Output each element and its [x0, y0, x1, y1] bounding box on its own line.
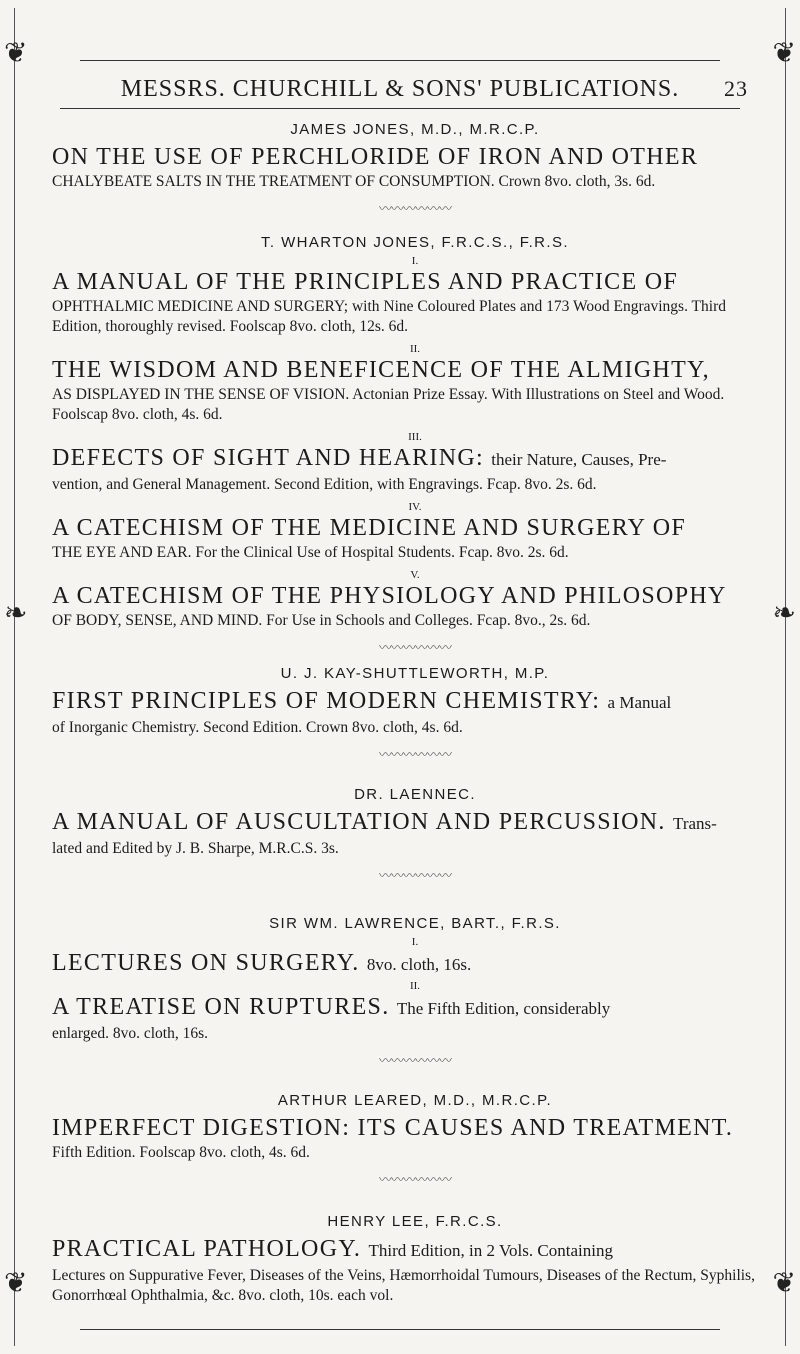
author-section	[52, 121, 778, 216]
book-title: DEFECTS OF SIGHT AND HEARING:	[52, 445, 484, 471]
side-ornament-icon: ❧	[4, 598, 28, 629]
bottom-rule	[80, 1329, 720, 1330]
top-rule	[80, 60, 720, 61]
book-title: FIRST PRINCIPLES OF MODERN CHEMISTRY:	[52, 688, 601, 714]
author-section	[52, 234, 778, 655]
side-ornament-icon: ❧	[772, 598, 796, 629]
author-section	[52, 1092, 778, 1187]
book-title: A MANUAL OF THE PRINCIPLES AND PRACTICE OF	[52, 269, 679, 295]
book-title-suffix: their Nature, Causes, Pre-	[491, 450, 667, 469]
book-title-line	[52, 1234, 778, 1266]
book-description: Lectures on Suppurative Fever, Diseases of the Veins, Hæmorrhoidal Tumours, Diseases of the Rectum, Syphilis, Gonorrhœal Ophthalmia, &c. 8vo. cloth, 10s. each vol.	[52, 1267, 755, 1304]
book-description: AS DISPLAYED IN THE SENSE OF VISION. Actonian Prize Essay. With Illustrations on Steel and Wood. Foolscap 8vo. cloth, 4s. 6d.	[52, 386, 725, 423]
author-name: T. WHARTON JONES, F.R.C.S., F.R.S.	[261, 234, 569, 251]
book-title-suffix: Trans-	[673, 814, 717, 833]
author-section	[52, 786, 778, 883]
author-section	[52, 1213, 778, 1306]
book-title-line	[52, 807, 778, 839]
book-description: OPHTHALMIC MEDICINE AND SURGERY; with Nine Coloured Plates and 173 Wood Engravings. Third Edition, thoroughly revised. Foolscap 8vo. cloth, 12s. 6d.	[52, 298, 726, 335]
corner-ornament-icon: ❦	[772, 38, 796, 69]
book-numeral: III.	[408, 431, 422, 443]
corner-ornament-icon: ❦	[4, 38, 28, 69]
author-name: DR. LAENNEC.	[354, 786, 476, 803]
book-numeral: II.	[409, 343, 421, 355]
left-border-rule	[14, 8, 15, 1346]
publication-list	[52, 115, 778, 1312]
wavy-separator: 〰〰〰〰〰〰	[378, 868, 451, 883]
book-numeral: I.	[411, 936, 419, 948]
author-name: ARTHUR LEARED, M.D., M.R.C.P.	[277, 1092, 553, 1109]
book-title-suffix: Third Edition, in 2 Vols. Containing	[368, 1241, 613, 1260]
right-border-rule	[785, 8, 786, 1346]
book-title-line	[52, 267, 778, 297]
book-title-line	[52, 948, 778, 980]
book-description: lated and Edited by J. B. Sharpe, M.R.C.S. 3s.	[52, 840, 339, 857]
author-name: SIR WM. LAWRENCE, BART., F.R.S.	[269, 915, 561, 932]
wavy-separator: 〰〰〰〰〰〰	[378, 1172, 451, 1187]
book-title-line	[52, 686, 778, 718]
book-title: THE WISDOM AND BENEFICENCE OF THE ALMIGHTY,	[52, 357, 710, 383]
wavy-separator: 〰〰〰〰〰〰	[378, 747, 451, 762]
book-title-line	[52, 355, 778, 385]
wavy-separator: 〰〰〰〰〰〰	[378, 640, 451, 655]
book-title-line	[52, 1113, 778, 1143]
author-name: U. J. KAY-SHUTTLEWORTH, M.P.	[280, 665, 550, 682]
book-numeral: I.	[411, 255, 419, 267]
page-number: 23	[724, 76, 748, 101]
book-description: OF BODY, SENSE, AND MIND. For Use in Schools and Colleges. Fcap. 8vo., 2s. 6d.	[52, 612, 591, 629]
book-title-line	[52, 992, 778, 1024]
author-name: JAMES JONES, M.D., M.R.C.P.	[290, 121, 540, 138]
header-rule	[60, 108, 740, 109]
book-title: ON THE USE OF PERCHLORIDE OF IRON AND OTHER	[52, 144, 699, 170]
book-description: of Inorganic Chemistry. Second Edition. Crown 8vo. cloth, 4s. 6d.	[52, 719, 463, 736]
book-description: CHALYBEATE SALTS IN THE TREATMENT OF CONSUMPTION. Crown 8vo. cloth, 3s. 6d.	[52, 173, 656, 190]
book-title: LECTURES ON SURGERY.	[52, 950, 360, 976]
book-title-suffix: a Manual	[607, 693, 672, 712]
author-name: HENRY LEE, F.R.C.S.	[327, 1213, 503, 1230]
book-title-line	[52, 513, 778, 543]
running-header	[52, 76, 748, 103]
wavy-separator: 〰〰〰〰〰〰	[378, 201, 451, 216]
corner-ornament-icon: ❦	[772, 1268, 796, 1299]
book-description: Fifth Edition. Foolscap 8vo. cloth, 4s. 6d.	[52, 1144, 310, 1161]
book-numeral: II.	[409, 980, 421, 992]
book-title-suffix: The Fifth Edition, considerably	[396, 999, 611, 1018]
book-title: A MANUAL OF AUSCULTATION AND PERCUSSION.	[52, 809, 666, 835]
author-section	[52, 665, 778, 762]
book-title: IMPERFECT DIGESTION: ITS CAUSES AND TREATMENT.	[52, 1115, 734, 1141]
book-description: enlarged. 8vo. cloth, 16s.	[52, 1025, 208, 1042]
book-description: vention, and General Management. Second Edition, with Engravings. Fcap. 8vo. 2s. 6d.	[52, 476, 597, 493]
author-section	[52, 915, 778, 1068]
book-title-line	[52, 142, 778, 172]
book-numeral: V.	[410, 569, 420, 581]
corner-ornament-icon: ❦	[4, 1268, 28, 1299]
book-description: THE EYE AND EAR. For the Clinical Use of Hospital Students. Fcap. 8vo. 2s. 6d.	[52, 544, 569, 561]
book-title: A TREATISE ON RUPTURES.	[52, 994, 390, 1020]
book-numeral: IV.	[408, 501, 422, 513]
book-title-suffix: 8vo. cloth, 16s.	[366, 955, 472, 974]
header-title: MESSRS. CHURCHILL & SONS' PUBLICATIONS.	[120, 76, 680, 102]
wavy-separator: 〰〰〰〰〰〰	[378, 1053, 451, 1068]
book-title: A CATECHISM OF THE MEDICINE AND SURGERY OF	[52, 515, 686, 541]
book-title: A CATECHISM OF THE PHYSIOLOGY AND PHILOSOPHY	[52, 583, 727, 609]
book-title-line	[52, 581, 778, 611]
book-title: PRACTICAL PATHOLOGY.	[52, 1236, 362, 1262]
book-title-line	[52, 443, 778, 475]
